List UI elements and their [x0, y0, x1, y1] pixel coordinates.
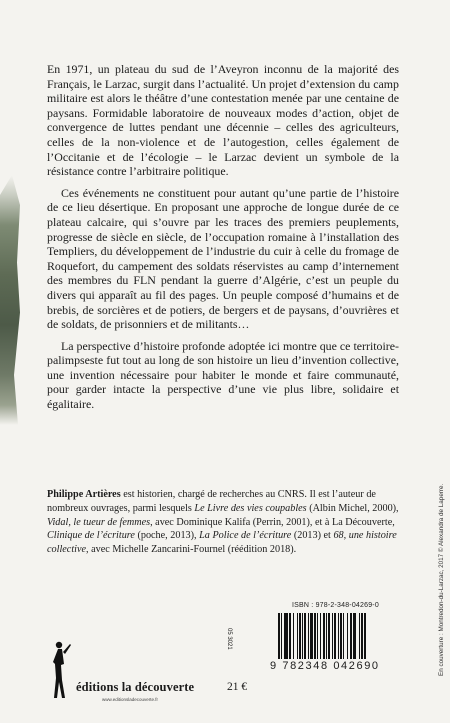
barcode [278, 613, 402, 659]
book-title: 68, une histoire collective [47, 530, 397, 556]
barcode-bar [366, 613, 367, 659]
book-title: Le Livre des vies coupables [194, 502, 307, 514]
back-cover-blurb [47, 62, 399, 419]
publisher-logo-icon [50, 640, 72, 704]
bio-text: (poche, 2013), [134, 530, 200, 542]
price: 21 € [227, 681, 248, 693]
bio-text: est historien, chargé de recherches au CNRS. Il est l’auteur de nombreux ouvrages, parmi lesquels [47, 489, 376, 514]
blurb-paragraph-3: La perspective d’histoire profonde adoptée ici montre que ce territoire-palimpseste fut tout au long de son histoire un lieu d’invention collective, une invention nécessaire pour habiter le monde et faire communauté, pour garder intacte la perspective d’une vie plus libre, solidaire et égalitaire. [47, 338, 399, 412]
bio-text: , avec Michelle Zancarini-Fournel (réédition 2018). [86, 544, 297, 556]
blurb-paragraph-2: Ces événements ne constituent pour autant qu’une partie de l’histoire de ce lieu désertique. En proposant une approche de longue durée de ce plateau calcaire, qui s’ouvre par les traces des premiers peuplements, progresse de siècle en siècle, de l’occupation romaine à l’installation des Templiers, du développement de l’industrie du cuir à celle du fromage de Roquefort, du campement des soldats réservistes au camp d’internement des membres du FLN pendant la guerre d’Algérie, c’est un peuple du divers qui apparaît au fil des pages. Un peuple composé d’humains et de brebis, de sorcières et de potiers, de bergers et de paysans, d’ouvrières et de soldats, de prisonniers et de militants… [47, 185, 399, 332]
barcode-digits: 9 782348 042690 [270, 660, 380, 672]
isbn: ISBN : 978-2-348-04269-0 [292, 602, 379, 609]
author-name: Philippe Artières [47, 489, 121, 500]
cover-credit: En couverture : Montredon-du-Larzac, 2017 © Alexandra de Laperre. [438, 483, 445, 676]
publisher-name: éditions la découverte [76, 680, 195, 694]
bio-text: , avec Dominique Kalifa (Perrin, 2001), et à La Découverte, [150, 516, 395, 528]
blurb-paragraph-1: En 1971, un plateau du sud de l’Aveyron inconnu de la majorité des Français, le Larzac, surgit dans l’actualité. Un projet d’extension du camp militaire est alors le théâtre d’une contestation menée par une centaine de paysans. Formidable laboratoire de nouveaux modes d’action, objet de convergence de luttes pendant une décennie – celles des agriculteurs, celles de la non-violence et de l’autogestion, celles également de l’Occitanie et de l’écologie – le Larzac devient un symbole de la résistance contre l’arbitraire politique. [47, 62, 399, 179]
book-title: Vidal, le tueur de femmes [47, 516, 151, 528]
cover-photo-edge [0, 175, 20, 425]
publisher-url: www.editionsladecouverte.fr [102, 697, 159, 702]
bio-text: (Albin Michel, 2000), [306, 502, 399, 514]
book-title: La Police de l’écriture [199, 530, 292, 542]
book-title: Clinique de l’écriture [47, 530, 135, 542]
bio-text: (2013) et [291, 530, 334, 542]
author-bio [47, 488, 399, 557]
catalog-code: 05 3021 [226, 628, 232, 650]
